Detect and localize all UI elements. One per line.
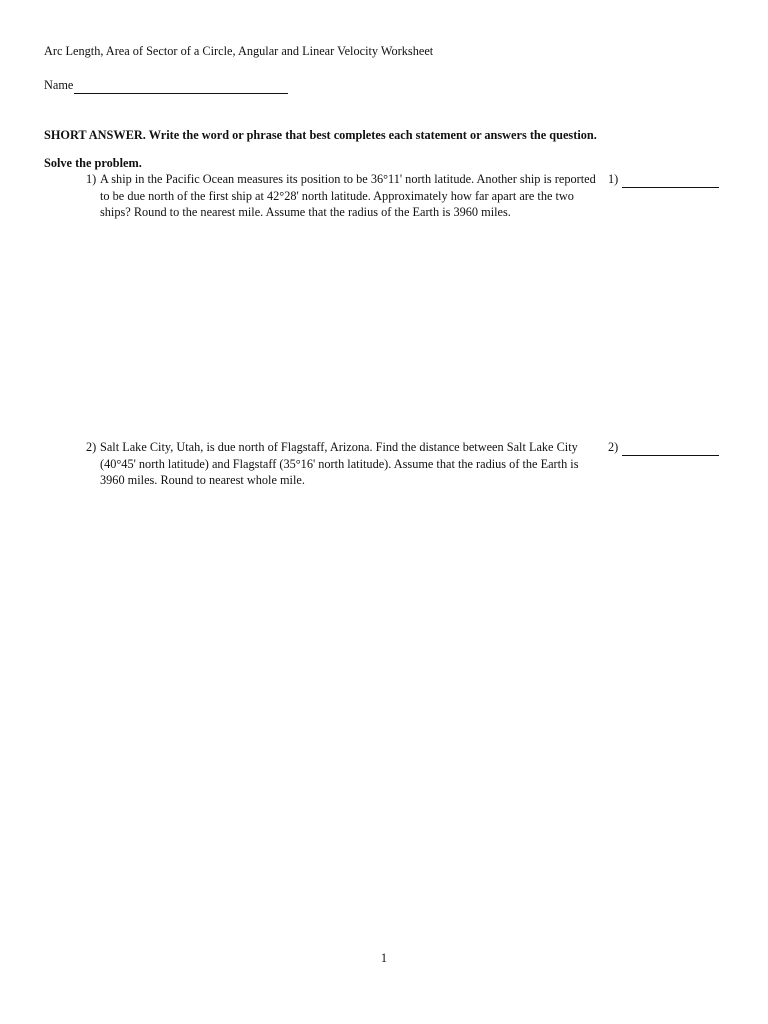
answer-blank-line[interactable]: [622, 442, 719, 456]
problem-text: A ship in the Pacific Ocean measures its position to be 36°11' north latitude. Another ship is reported to be due north of the first ship at 42°28' north latitude. Approximately how far apart are the two ships? Round to the nearest mile. Assume that the radius of the Earth is 3960 miles.: [100, 172, 596, 219]
page-number: 1: [380, 951, 388, 965]
problem-number: 2): [86, 440, 97, 454]
problem-1: [86, 171, 601, 221]
section-heading: Solve the problem.: [44, 156, 142, 170]
problem-2: [86, 439, 601, 489]
problem-text: Salt Lake City, Utah, is due north of Flagstaff, Arizona. Find the distance between Salt Lake City (40°45' north latitude) and Flagstaff (35°16' north latitude). Assume that the radius of the Earth is 3960 miles. Round to nearest whole mile.: [100, 440, 579, 487]
name-blank-line[interactable]: [74, 80, 288, 94]
answer-label: 1): [608, 172, 619, 186]
worksheet-title: Arc Length, Area of Sector of a Circle, Angular and Linear Velocity Worksheet: [44, 44, 434, 58]
name-label: Name: [44, 78, 74, 92]
answer-blank-line[interactable]: [622, 174, 719, 188]
answer-2: [608, 439, 719, 456]
instructions-text: SHORT ANSWER. Write the word or phrase that best completes each statement or answers the question.: [44, 128, 597, 142]
problem-number: 1): [86, 172, 97, 186]
answer-1: [608, 171, 719, 188]
name-field-row: [44, 77, 288, 94]
answer-label: 2): [608, 440, 619, 454]
